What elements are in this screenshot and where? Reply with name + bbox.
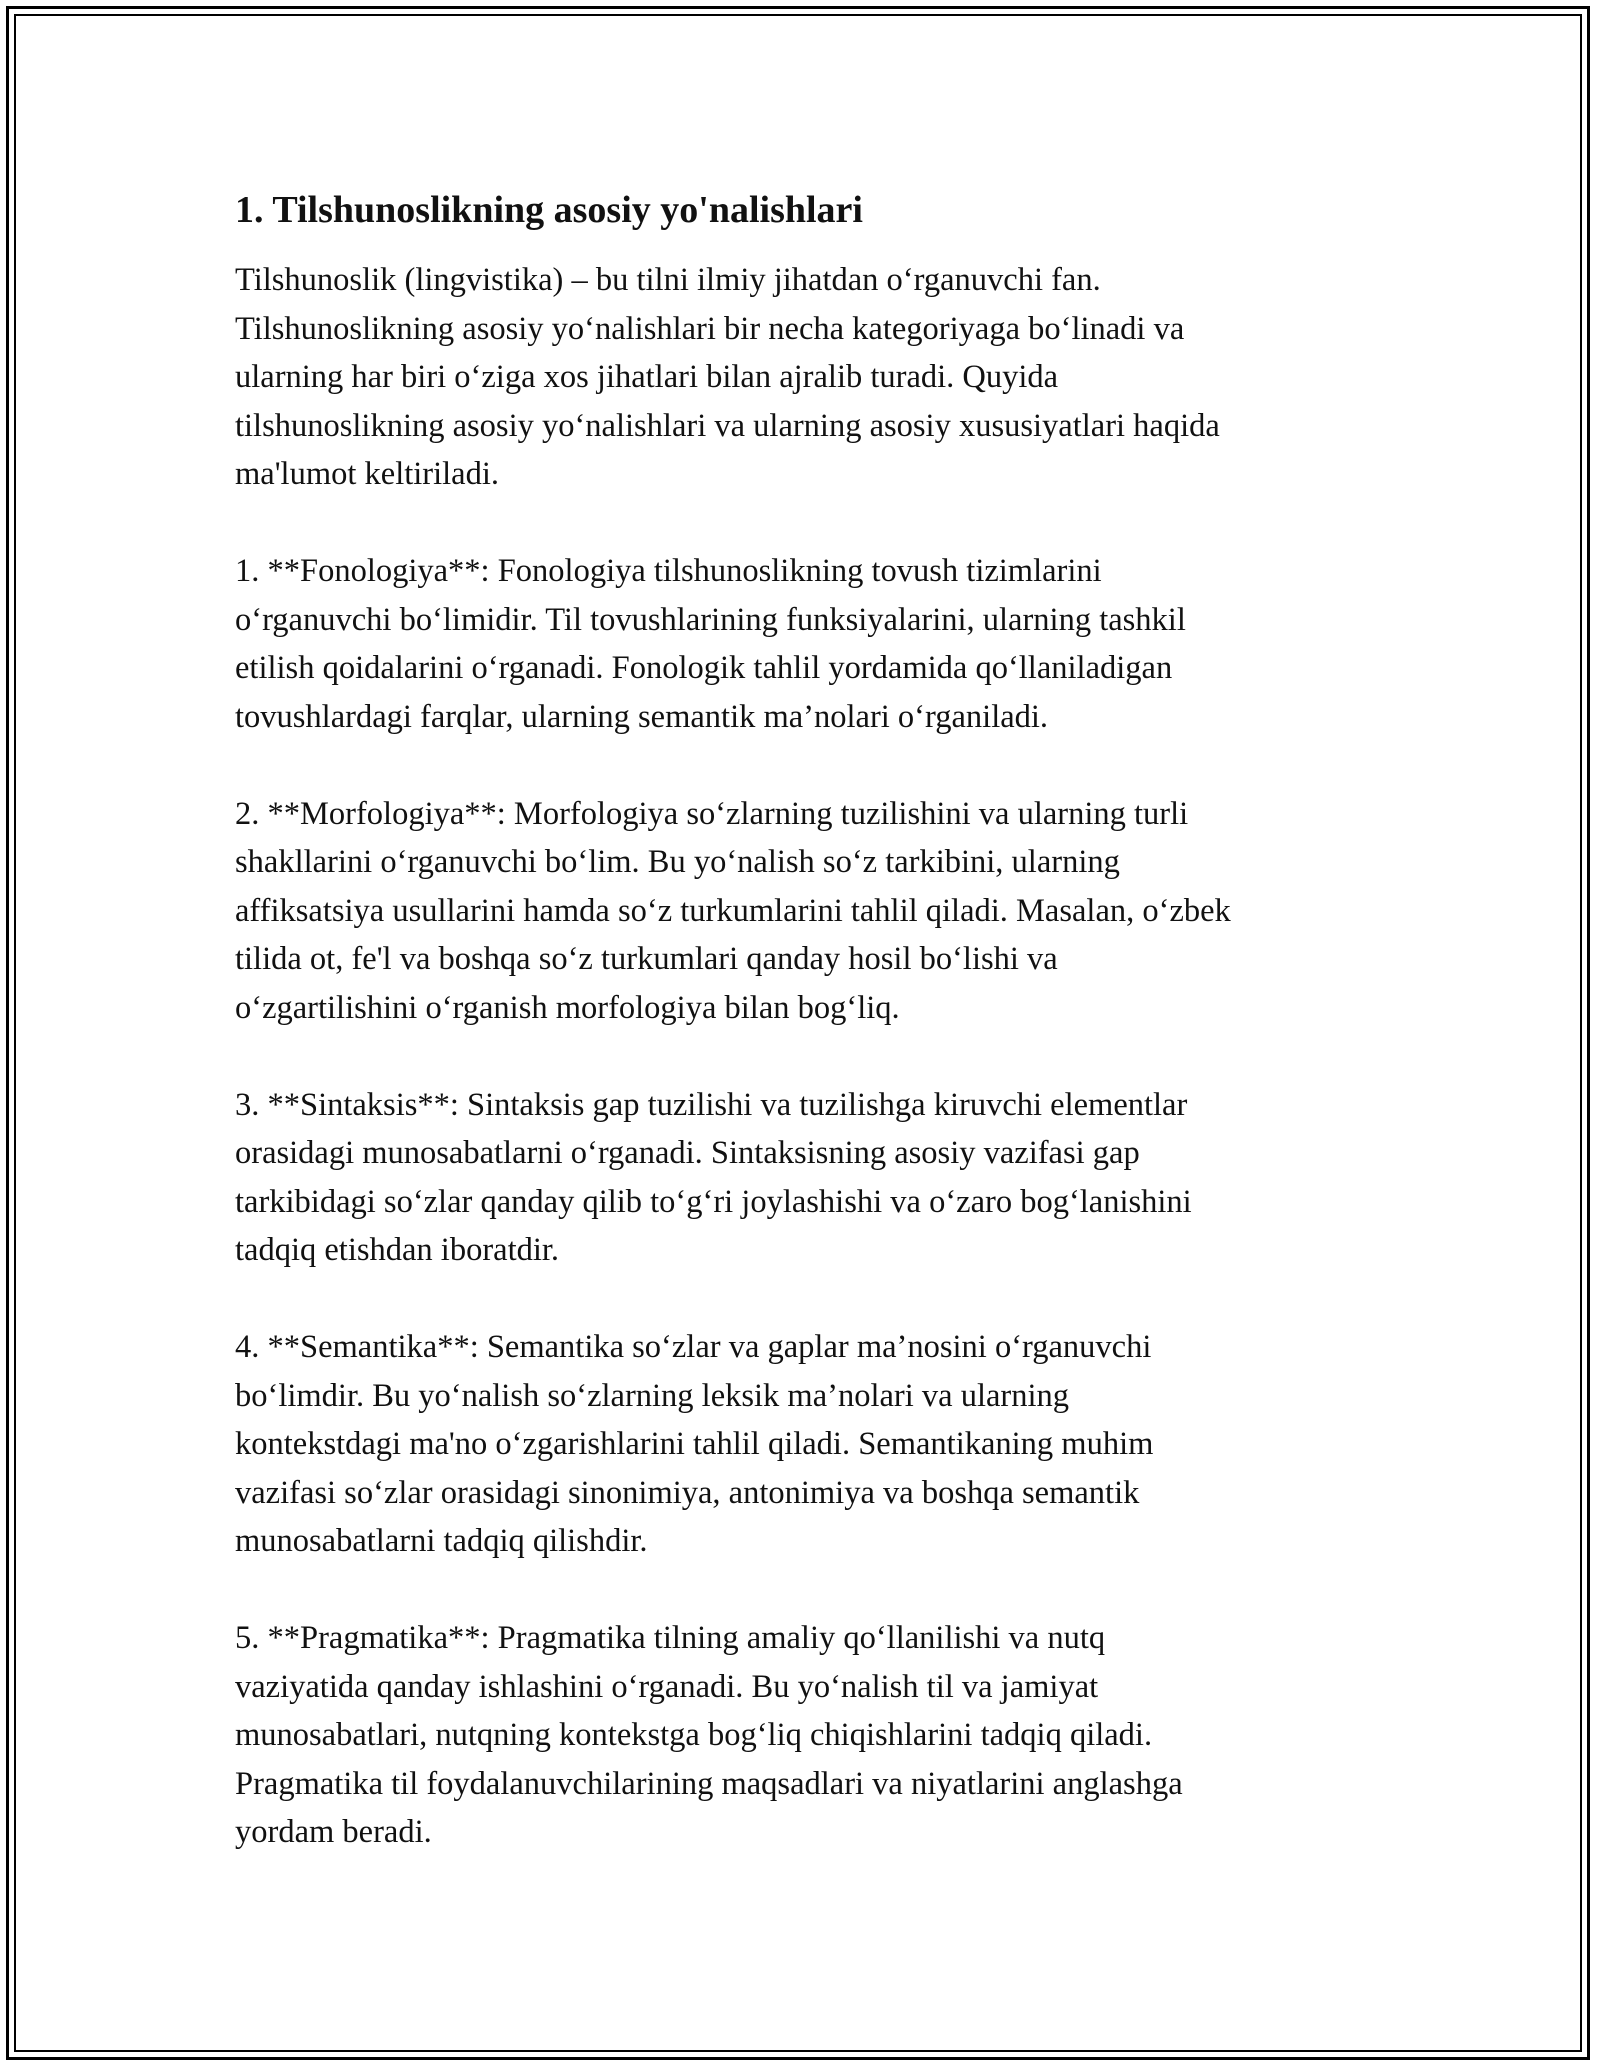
text-line: o‘rganuvchi bo‘limidir. Til tovushlarining funksiyalarini, ularning tashkil	[235, 601, 1186, 638]
text-line: bo‘limdir. Bu yo‘nalish so‘zlarning leksik ma’nolari va ularning	[235, 1377, 1070, 1414]
text-line: 1. **Fonologiya**: Fonologiya tilshunoslikning tovush tizimlarini	[235, 553, 1102, 589]
text-line: 4. **Semantika**: Semantika so‘zlar va gaplar ma’nosini o‘rganuvchi	[235, 1329, 1152, 1365]
text-line: 5. **Pragmatika**: Pragmatika tilning amaliy qo‘llanilishi va nutq	[235, 1620, 1106, 1656]
fonologiya-paragraph	[235, 547, 1375, 741]
text-line: shakllarini o‘rganuvchi bo‘lim. Bu yo‘nalish so‘z tarkibini, ularning	[235, 844, 1120, 880]
text-line: tadqiq etishdan iboratdir.	[235, 1232, 560, 1268]
text-line: tilshunoslikning asosiy yo‘nalishlari va ularning asosiy xususiyatlari haqida	[235, 407, 1220, 444]
text-line: Tilshunoslikning asosiy yo‘nalishlari bir necha kategoriyaga bo‘linadi va	[235, 310, 1185, 347]
semantika-paragraph	[235, 1323, 1375, 1566]
text-line: ularning har biri o‘ziga xos jihatlari bilan ajralib turadi. Quyida	[235, 359, 1059, 395]
text-line: munosabatlarni tadqiq qilishdir.	[235, 1523, 648, 1559]
text-line: affiksatsiya usullarini hamda so‘z turkumlarini tahlil qiladi. Masalan, o‘zbek	[235, 892, 1231, 929]
text-line: vazifasi so‘zlar orasidagi sinonimiya, antonimiya va boshqa semantik	[235, 1474, 1140, 1511]
morfologiya-paragraph	[235, 790, 1375, 1033]
text-line: tovushlardagi farqlar, ularning semantik ma’nolari o‘rganiladi.	[235, 698, 1049, 735]
text-line: orasidagi munosabatlarni o‘rganadi. Sintaksisning asosiy vazifasi gap	[235, 1135, 1140, 1171]
text-line: tilida ot, fe'l va boshqa so‘z turkumlari qanday hosil bo‘lishi va	[235, 941, 1058, 977]
text-line: o‘zgartilishini o‘rganish morfologiya bilan bog‘liq.	[235, 989, 900, 1026]
intro-paragraph	[235, 256, 1375, 499]
text-line: kontekstdagi ma'no o‘zgarishlarini tahlil qiladi. Semantikaning muhim	[235, 1426, 1154, 1462]
text-line: munosabatlari, nutqning kontekstga bog‘liq chiqishlarini tadqiq qiladi.	[235, 1717, 1153, 1753]
text-line: 3. **Sintaksis**: Sintaksis gap tuzilishi va tuzilishga kiruvchi elementlar	[235, 1086, 1188, 1123]
document-heading: 1. Tilshunoslikning asosiy yo'nalishlari	[235, 189, 863, 231]
text-line: vaziyatida qanday ishlashini o‘rganadi. Bu yo‘nalish til va jamiyat	[235, 1668, 1099, 1705]
document-body	[235, 186, 1375, 1905]
text-line: Pragmatika til foydalanuvchilarining maqsadlari va niyatlarini anglashga	[235, 1765, 1183, 1802]
sintaksis-paragraph	[235, 1081, 1375, 1275]
text-line: ma'lumot keltiriladi.	[235, 456, 499, 492]
text-line: etilish qoidalarini o‘rganadi. Fonologik tahlil yordamida qo‘llaniladigan	[235, 650, 1173, 686]
pragmatika-paragraph	[235, 1614, 1375, 1857]
text-line: Tilshunoslik (lingvistika) – bu tilni ilmiy jihatdan o‘rganuvchi fan.	[235, 262, 1101, 298]
text-line: tarkibidagi so‘zlar qanday qilib to‘g‘ri joylashishi va o‘zaro bog‘lanishini	[235, 1183, 1192, 1220]
text-line: 2. **Morfologiya**: Morfologiya so‘zlarning tuzilishini va ularning turli	[235, 795, 1189, 832]
text-line: yordam beradi.	[235, 1814, 432, 1850]
